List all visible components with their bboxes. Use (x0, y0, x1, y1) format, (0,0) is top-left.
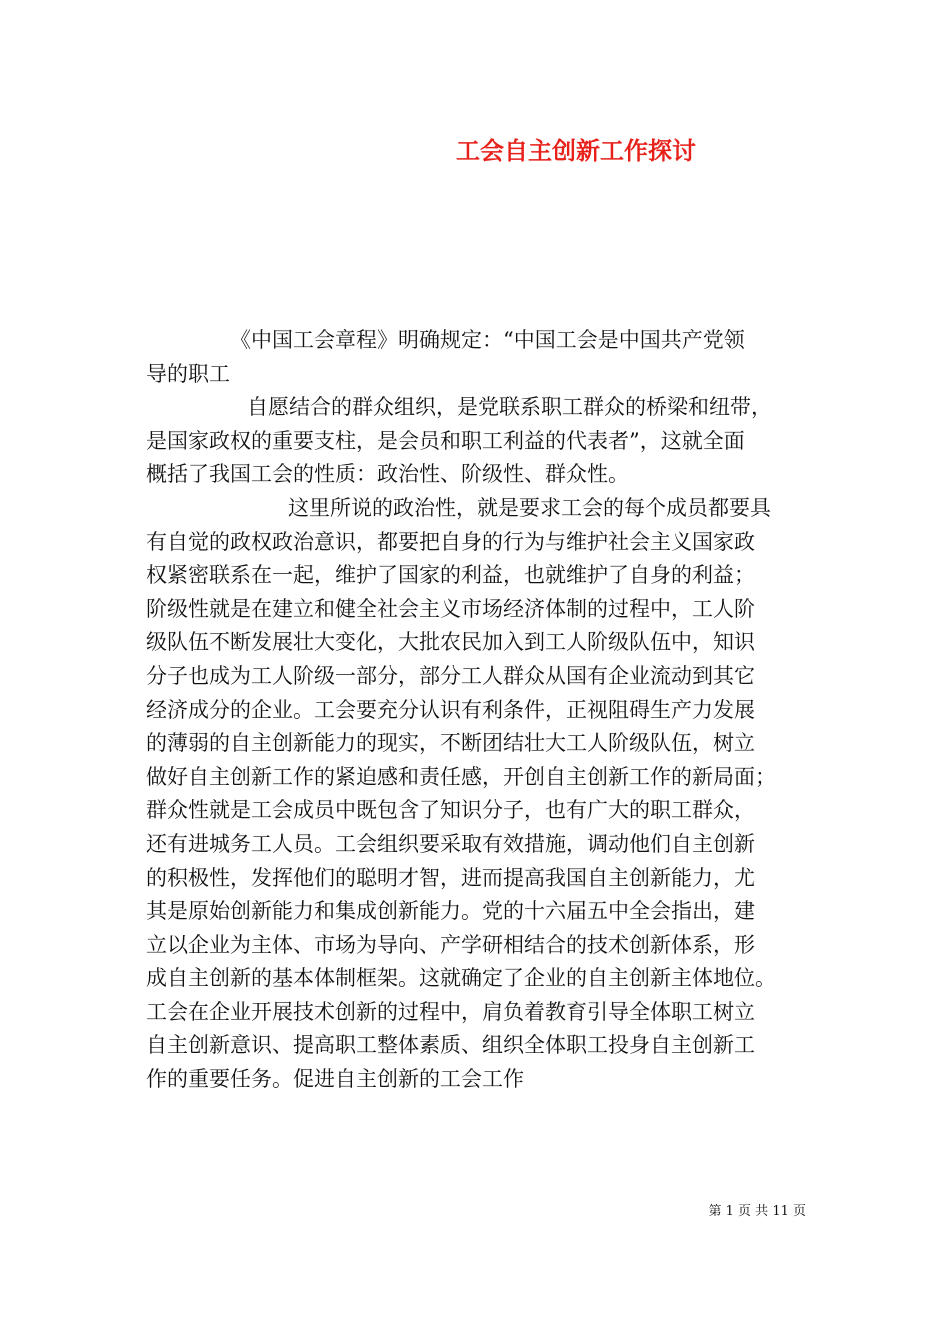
body-line: 权紧密联系在一起，维护了国家的利益，也就维护了自身的利益； (146, 563, 755, 588)
body-line: 导的职工 (146, 361, 230, 386)
body-line: 的积极性，发挥他们的聪明才智，进而提高我国自主创新能力，尤 (146, 865, 755, 890)
body-line: 《中国工会章程》明确规定：“中国工会是中国共产党领 (230, 328, 745, 352)
body-line: 分子也成为工人阶级一部分，部分工人群众从国有企业流动到其它 (146, 663, 755, 688)
body-line: 群众性就是工会成员中既包含了知识分子，也有广大的职工群众， (146, 798, 755, 823)
body-line: 立以企业为主体、市场为导向、产学研相结合的技术创新体系，形 (146, 932, 755, 957)
body-line: 的薄弱的自主创新能力的现实，不断团结壮大工人阶级队伍，树立 (146, 731, 755, 756)
document-title: 工会自主创新工作探讨 (456, 136, 696, 165)
document-body (146, 324, 818, 1097)
body-line: 作的重要任务。促进自主创新的工会工作 (146, 1067, 524, 1092)
body-line: 其是原始创新能力和集成创新能力。党的十六届五中全会指出，建 (146, 899, 755, 924)
page-number-footer: 第 1 页 共 11 页 (708, 1204, 806, 1219)
body-line: 自主创新意识、提高职工整体素质、组织全体职工投身自主创新工 (146, 1033, 755, 1058)
body-line: 经济成分的企业。工会要充分认识有利条件，正视阻碍生产力发展 (146, 697, 755, 722)
body-line: 有自觉的政权政治意识，都要把自身的行为与维护社会主义国家政 (146, 529, 755, 554)
body-line: 是国家政权的重要支柱，是会员和职工利益的代表者”，这就全面 (146, 428, 745, 453)
body-line: 自愿结合的群众组织，是党联系职工群众的桥梁和纽带， (247, 395, 772, 420)
body-line: 工会在企业开展技术创新的过程中，肩负着教育引导全体职工树立 (146, 999, 755, 1024)
body-line: 级队伍不断发展壮大变化，大批农民加入到工人阶级队伍中，知识 (146, 630, 755, 655)
body-line: 还有进城务工人员。工会组织要采取有效措施，调动他们自主创新 (146, 831, 755, 856)
body-line: 这里所说的政治性，就是要求工会的每个成员都要具 (288, 495, 771, 520)
body-line: 阶级性就是在建立和健全社会主义市场经济体制的过程中，工人阶 (146, 596, 755, 621)
body-line: 概括了我国工会的性质：政治性、阶级性、群众性。 (146, 462, 629, 487)
body-line: 成自主创新的基本体制框架。这就确定了企业的自主创新主体地位。 (146, 966, 776, 991)
body-line: 做好自主创新工作的紧迫感和责任感，开创自主创新工作的新局面； (146, 764, 776, 789)
